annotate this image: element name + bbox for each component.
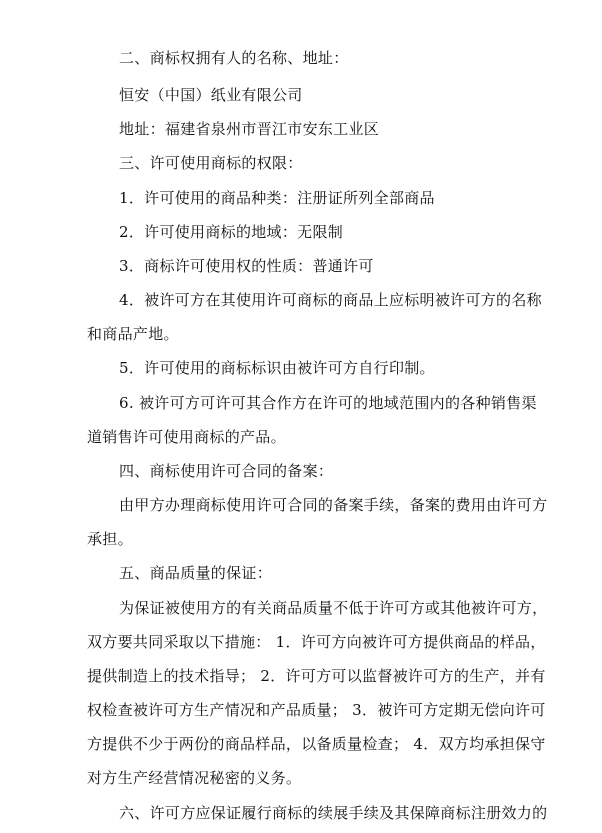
section-heading-6: 六、许可方应保证履行商标的续展手续及其保障商标注册效力的: [119, 804, 548, 822]
quality-paragraph-line-2: 双方要共同采取以下措施： 1．许可方向被许可方提供商品的样品，: [87, 633, 546, 651]
clause-3-1: 1．许可使用的商品种类：注册证所列全部商品: [119, 189, 435, 207]
owner-name: 恒安（中国）纸业有限公司: [119, 86, 303, 104]
section-heading-2: 二、商标权拥有人的名称、地址：: [119, 49, 349, 67]
filing-paragraph-line-2: 承担。: [87, 530, 133, 548]
section-heading-4: 四、商标使用许可合同的备案：: [119, 462, 334, 480]
quality-paragraph-line-5: 方提供不少于两份的商品样品，以备质量检查； 4．双方均承担保守: [87, 735, 546, 753]
clause-3-3: 3．商标许可使用权的性质：普通许可: [119, 257, 374, 275]
quality-paragraph-line-1: 为保证被使用方的有关商品质量不低于许可方或其他被许可方，: [119, 599, 548, 617]
clause-3-4-line-1: 4．被许可方在其使用许可商标的商品上应标明被许可方的名称: [119, 291, 542, 309]
clause-3-6-line-2: 道销售许可使用商标的产品。: [87, 428, 286, 446]
filing-paragraph-line-1: 由甲方办理商标使用许可合同的备案手续，备案的费用由许可方: [119, 496, 548, 514]
clause-3-2: 2．许可使用商标的地域：无限制: [119, 223, 344, 241]
section-heading-3: 三、许可使用商标的权限：: [119, 154, 303, 172]
clause-3-5: 5．许可使用的商标标识由被许可方自行印制。: [119, 359, 435, 377]
clause-3-4-line-2: 和商品产地。: [87, 325, 179, 343]
clause-3-6-line-1: 6. 被许可方可许可其合作方在许可的地域范围内的各种销售渠: [119, 394, 537, 412]
owner-address: 地址：福建省泉州市晋江市安东工业区: [119, 120, 380, 138]
quality-paragraph-line-6: 对方生产经营情况秘密的义务。: [87, 769, 302, 787]
section-heading-5: 五、商品质量的保证：: [119, 564, 273, 582]
quality-paragraph-line-3: 提供制造上的技术指导； 2．许可方可以监督被许可方的生产，并有: [87, 667, 546, 685]
quality-paragraph-line-4: 权检查被许可方生产情况和产品质量； 3．被许可方定期无偿向许可: [87, 701, 546, 719]
